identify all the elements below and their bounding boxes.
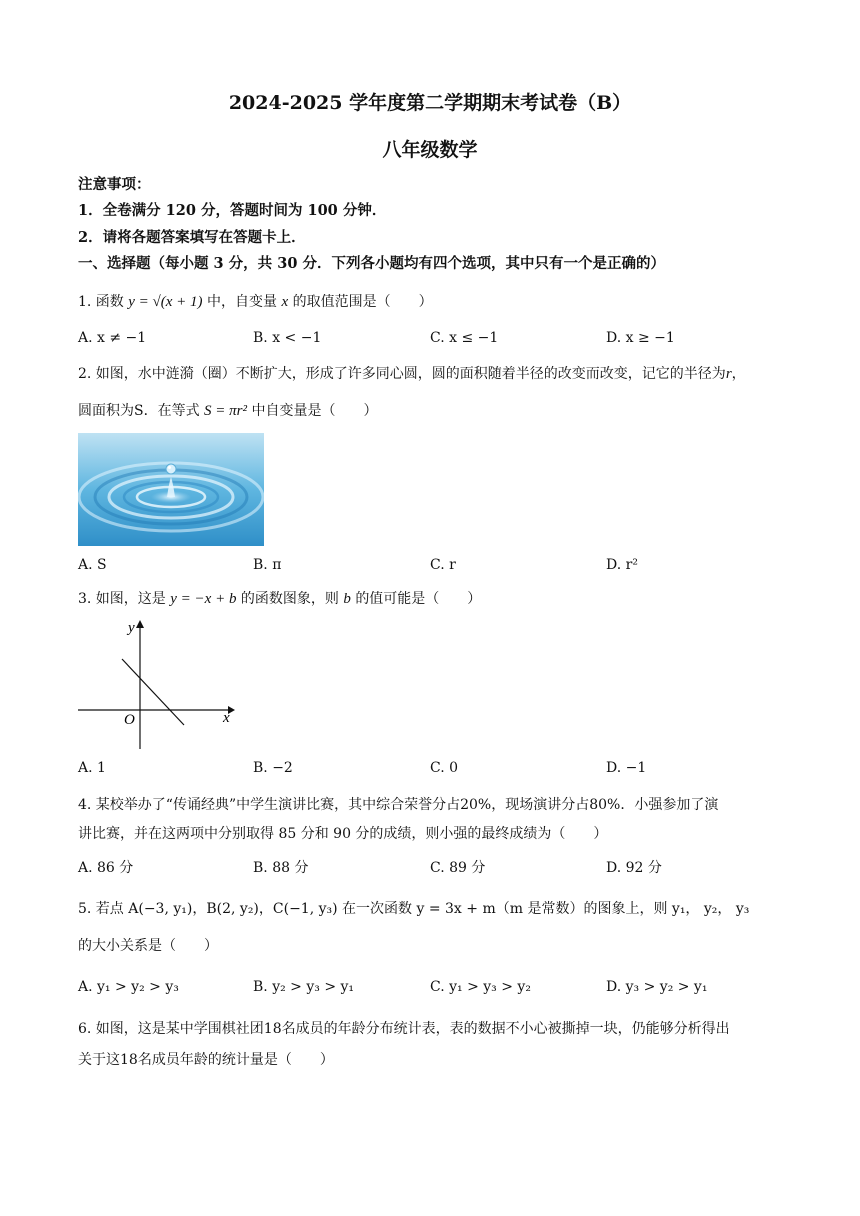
q3-option-a: A. 1 (78, 760, 106, 776)
q3-variable: b (343, 591, 351, 607)
q1-function: y = √(x + 1) (128, 294, 203, 310)
question-4-stem-line1: 4. 某校举办了“传诵经典”中学生演讲比赛，其中综合荣誉分占20%，现场演讲分占80%．小强参加了演 (78, 797, 719, 813)
question-6-stem-line2: 关于这18名成员年龄的统计量是（ ） (78, 1052, 334, 1068)
question-1-stem (78, 292, 433, 312)
q2-line2a: 圆面积为S．在等式 (78, 403, 200, 419)
q1-prefix: 1. 函数 (78, 294, 124, 310)
q5-option-b: B. y₂ > y₃ > y₁ (253, 979, 355, 995)
q4-option-c: C. 89 分 (430, 860, 486, 876)
q1-mid: 中，自变量 (207, 294, 278, 310)
q2-radius-variable: r (725, 366, 732, 382)
notes-heading: 注意事项： (78, 176, 151, 193)
q1-option-c: C. x ≤ −1 (430, 330, 499, 346)
q2-option-a: A. S (78, 557, 107, 573)
question-5-stem-line1: 5. 若点 A(−3, y₁)，B(2, y₂)，C(−1, y₃) 在一次函数 y = 3x + m（m 是常数）的图象上，则 y₁， y₂， y₃ (78, 901, 750, 917)
q4-option-d: D. 92 分 (606, 860, 662, 876)
y-axis-label: y (128, 620, 135, 636)
question-4-stem-line2: 讲比赛，并在这两项中分别取得 85 分和 90 分的成绩，则小强的最终成绩为（ ） (78, 826, 608, 842)
y-axis-arrow-icon (136, 620, 144, 628)
q3-option-d: D. −1 (606, 760, 647, 776)
q2-option-d: D. r² (606, 557, 638, 573)
question-3-stem (78, 589, 481, 609)
q5-option-c: C. y₁ > y₃ > y₂ (430, 979, 531, 995)
q5-option-a: A. y₁ > y₂ > y₃ (78, 979, 179, 995)
q3-mid: 的函数图象，则 (240, 591, 339, 607)
q5-option-d: D. y₃ > y₂ > y₁ (606, 979, 708, 995)
note-item-2: 2．请将各题答案填写在答题卡上． (78, 229, 306, 246)
q1-option-b: B. x < −1 (253, 330, 322, 346)
q3-function: y = −x + b (170, 591, 237, 607)
q2-formula: S = πr² (204, 403, 248, 419)
origin-label: O (124, 712, 135, 728)
water-ripple-image (78, 433, 264, 546)
q3-suffix: 的值可能是（ ） (355, 591, 482, 607)
q3-prefix: 3. 如图，这是 (78, 591, 166, 607)
question-2-stem-line2 (78, 401, 377, 421)
q2-line2b: 中自变量是（ ） (251, 403, 378, 419)
question-5-stem-line2: 的大小关系是（ ） (78, 938, 218, 954)
q3-option-b: B. −2 (253, 760, 293, 776)
q2-option-c: C. r (430, 557, 456, 573)
exam-subtitle: 八年级数学 (382, 139, 478, 161)
q1-option-a: A. x ≠ −1 (78, 330, 147, 346)
section-heading: 一、选择题（每小题 3 分，共 30 分．下列各小题均有四个选项，其中只有一个是正确的） (78, 255, 665, 272)
q1-variable: x (281, 294, 289, 310)
x-axis-label: x (223, 710, 230, 726)
exam-title: 2024-2025 学年度第二学期期末考试卷（B） (228, 92, 632, 114)
q1-option-d: D. x ≥ −1 (606, 330, 675, 346)
q4-option-a: A. 86 分 (78, 860, 134, 876)
question-2-stem-line1 (78, 364, 746, 384)
q4-option-b: B. 88 分 (253, 860, 309, 876)
q2-option-b: B. π (253, 557, 282, 573)
q1-suffix: 的取值范围是（ ） (292, 294, 433, 310)
q2-line1-text: 2. 如图，水中涟漪（圈）不断扩大，形成了许多同心圆，圆的面积随着半径的改变而改变，记它的半径为 (78, 366, 726, 382)
linear-function-graph (78, 618, 238, 752)
q2-line1-end: ， (731, 366, 746, 382)
question-6-stem-line1: 6. 如图，这是某中学围棋社团18名成员的年龄分布统计表，表的数据不小心被撕掉一块，仍能够分析得出 (78, 1021, 730, 1037)
note-item-1: 1．全卷满分 120 分，答题时间为 100 分钟． (78, 202, 387, 219)
q3-option-c: C. 0 (430, 760, 459, 776)
